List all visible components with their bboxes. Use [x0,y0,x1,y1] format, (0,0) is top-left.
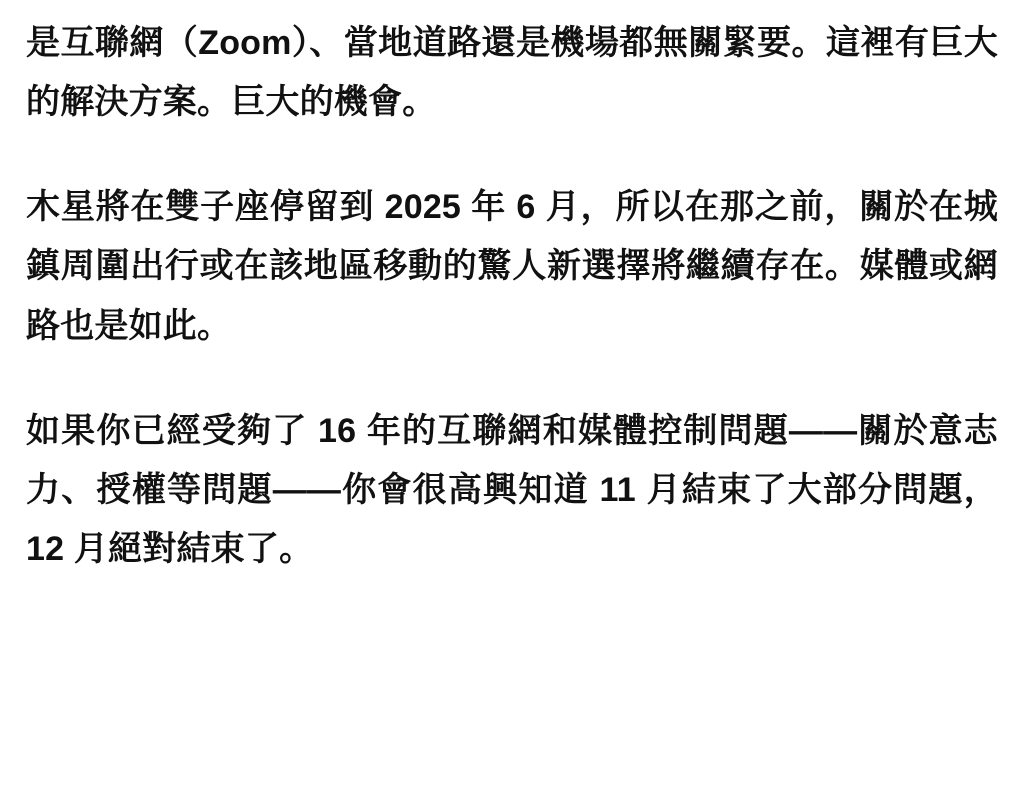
article-body [26,14,998,579]
paragraph-1: 是互聯網（Zoom）、當地道路還是機場都無關緊要。這裡有巨大的解決方案。巨大的機會。 [26,24,998,122]
paragraph-3: 如果你已經受夠了 16 年的互聯網和媒體控制問題——關於意志力、授權等問題——你會很高興知道 11 月結束了大部分問題，12 月絕對結束了。 [26,411,998,569]
paragraph-2: 木星將在雙子座停留到 2025 年 6 月，所以在那之前，關於在城鎮周圍出行或在該地區移動的驚人新選擇將繼續存在。媒體或網路也是如此。 [26,188,998,345]
